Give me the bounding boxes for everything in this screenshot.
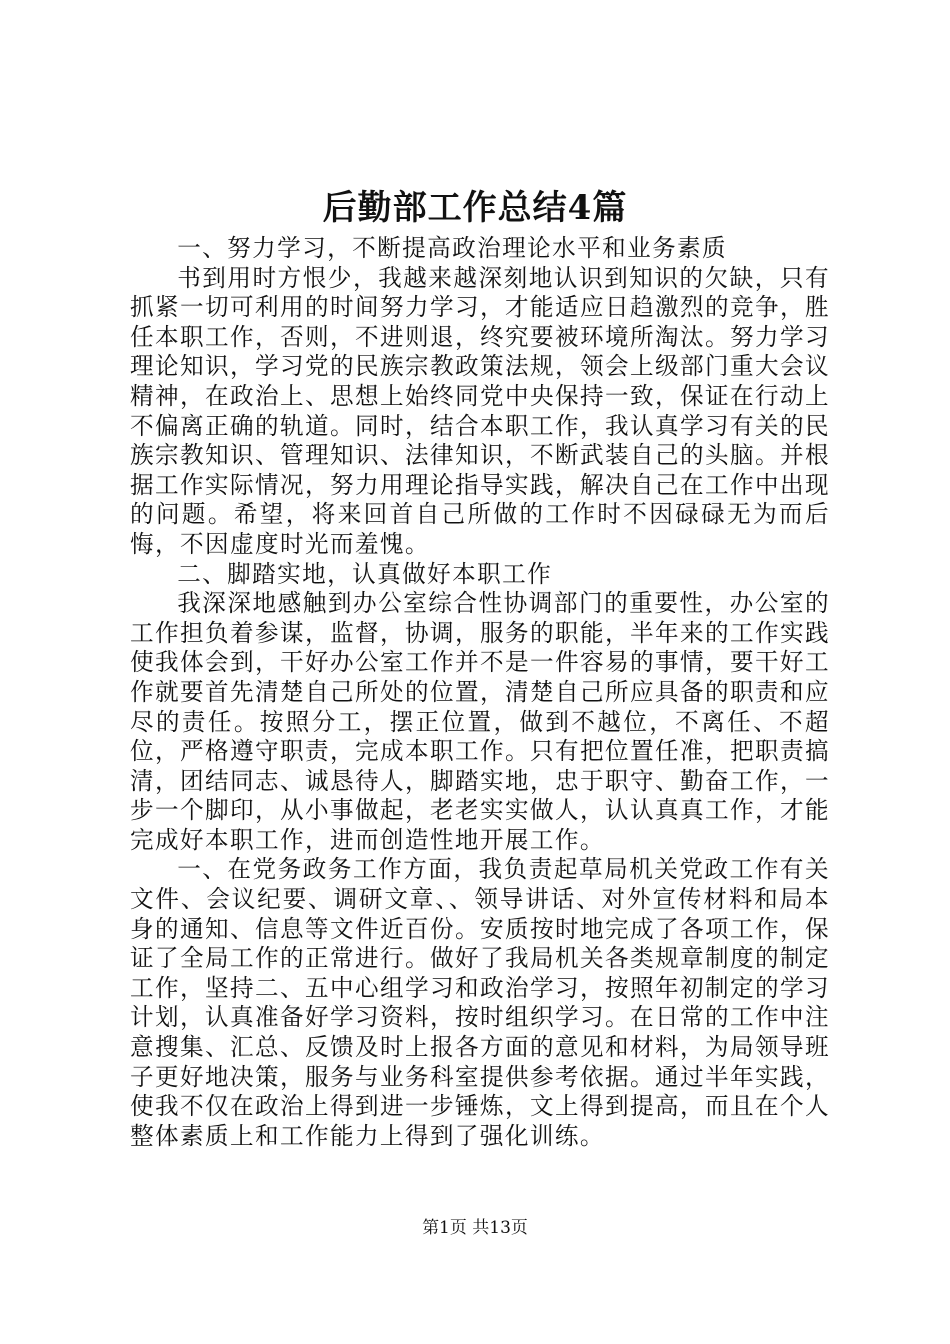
section-heading: 二、脚踏实地，认真做好本职工作	[177, 559, 553, 588]
page-footer: 第1页 共13页	[422, 1218, 528, 1238]
body-paragraph: 书到用时方恨少，我越来越深刻地认识到知识的欠缺，只有抓紧一切可利用的时间努力学习，才能适应日趋激烈的竞争，胜任本职工作，否则，不进则退，终究要被环境所淘汰。努力学习理论知识，学习党的民族宗教政策法规，领会上级部门重大会议精神，在政治上、思想上始终同党中央保持一致，保证在行动上不偏离正确的轨道。同时，结合本职工作，我认真学习有关的民族宗教知识、管理知识、法律知识，不断武装自己的头脑。并根据工作实际情况，努力用理论指导实践，解决自己在工作中出现的问题。希望，将来回首自己所做的工作时不因碌碌无为而后悔，不因虚度时光而羞愧。	[130, 263, 830, 558]
section-heading: 一、努力学习，不断提高政治理论水平和业务素质	[177, 234, 728, 262]
document-title: 后勤部工作总结4篇	[322, 188, 628, 228]
body-paragraph: 我深深地感触到办公室综合性协调部门的重要性，办公室的工作担负着参谋，监督，协调，服务的职能，半年来的工作实践使我体会到，干好办公室工作并不是一件容易的事情，要干好工作就要首先清楚自己所处的位置，清楚自己所应具备的职责和应尽的责任。按照分工，摆正位置，做到不越位，不离任、不超位，严格遵守职责，完成本职工作。只有把位置任准，把职责搞清，团结同志、诚恳待人，脚踏实地，忠于职守、勤奋工作，一步一个脚印，从小事做起，老老实实做人，认认真真工作，才能完成好本职工作，进而创造性地开展工作。	[130, 589, 830, 854]
body-paragraph: 一、在党务政务工作方面，我负责起草局机关党政工作有关文件、会议纪要、调研文章、、领导讲话、对外宣传材料和局本身的通知、信息等文件近百份。安质按时地完成了各项工作，保证了全局工作的正常进行。做好了我局机关各类规章制度的制定工作，坚持二、五中心组学习和政治学习，按照年初制定的学习计划，认真准备好学习资料，按时组织学习。在日常的工作中注意搜集、汇总、反馈及时上报各方面的意见和材料，为局领导班子更好地决策，服务与业务科室提供参考依据。通过半年实践，使我不仅在政治上得到进一步锤炼，文上得到提高，而且在个人整体素质上和工作能力上得到了强化训练。	[130, 855, 830, 1150]
document-body	[130, 234, 830, 1151]
